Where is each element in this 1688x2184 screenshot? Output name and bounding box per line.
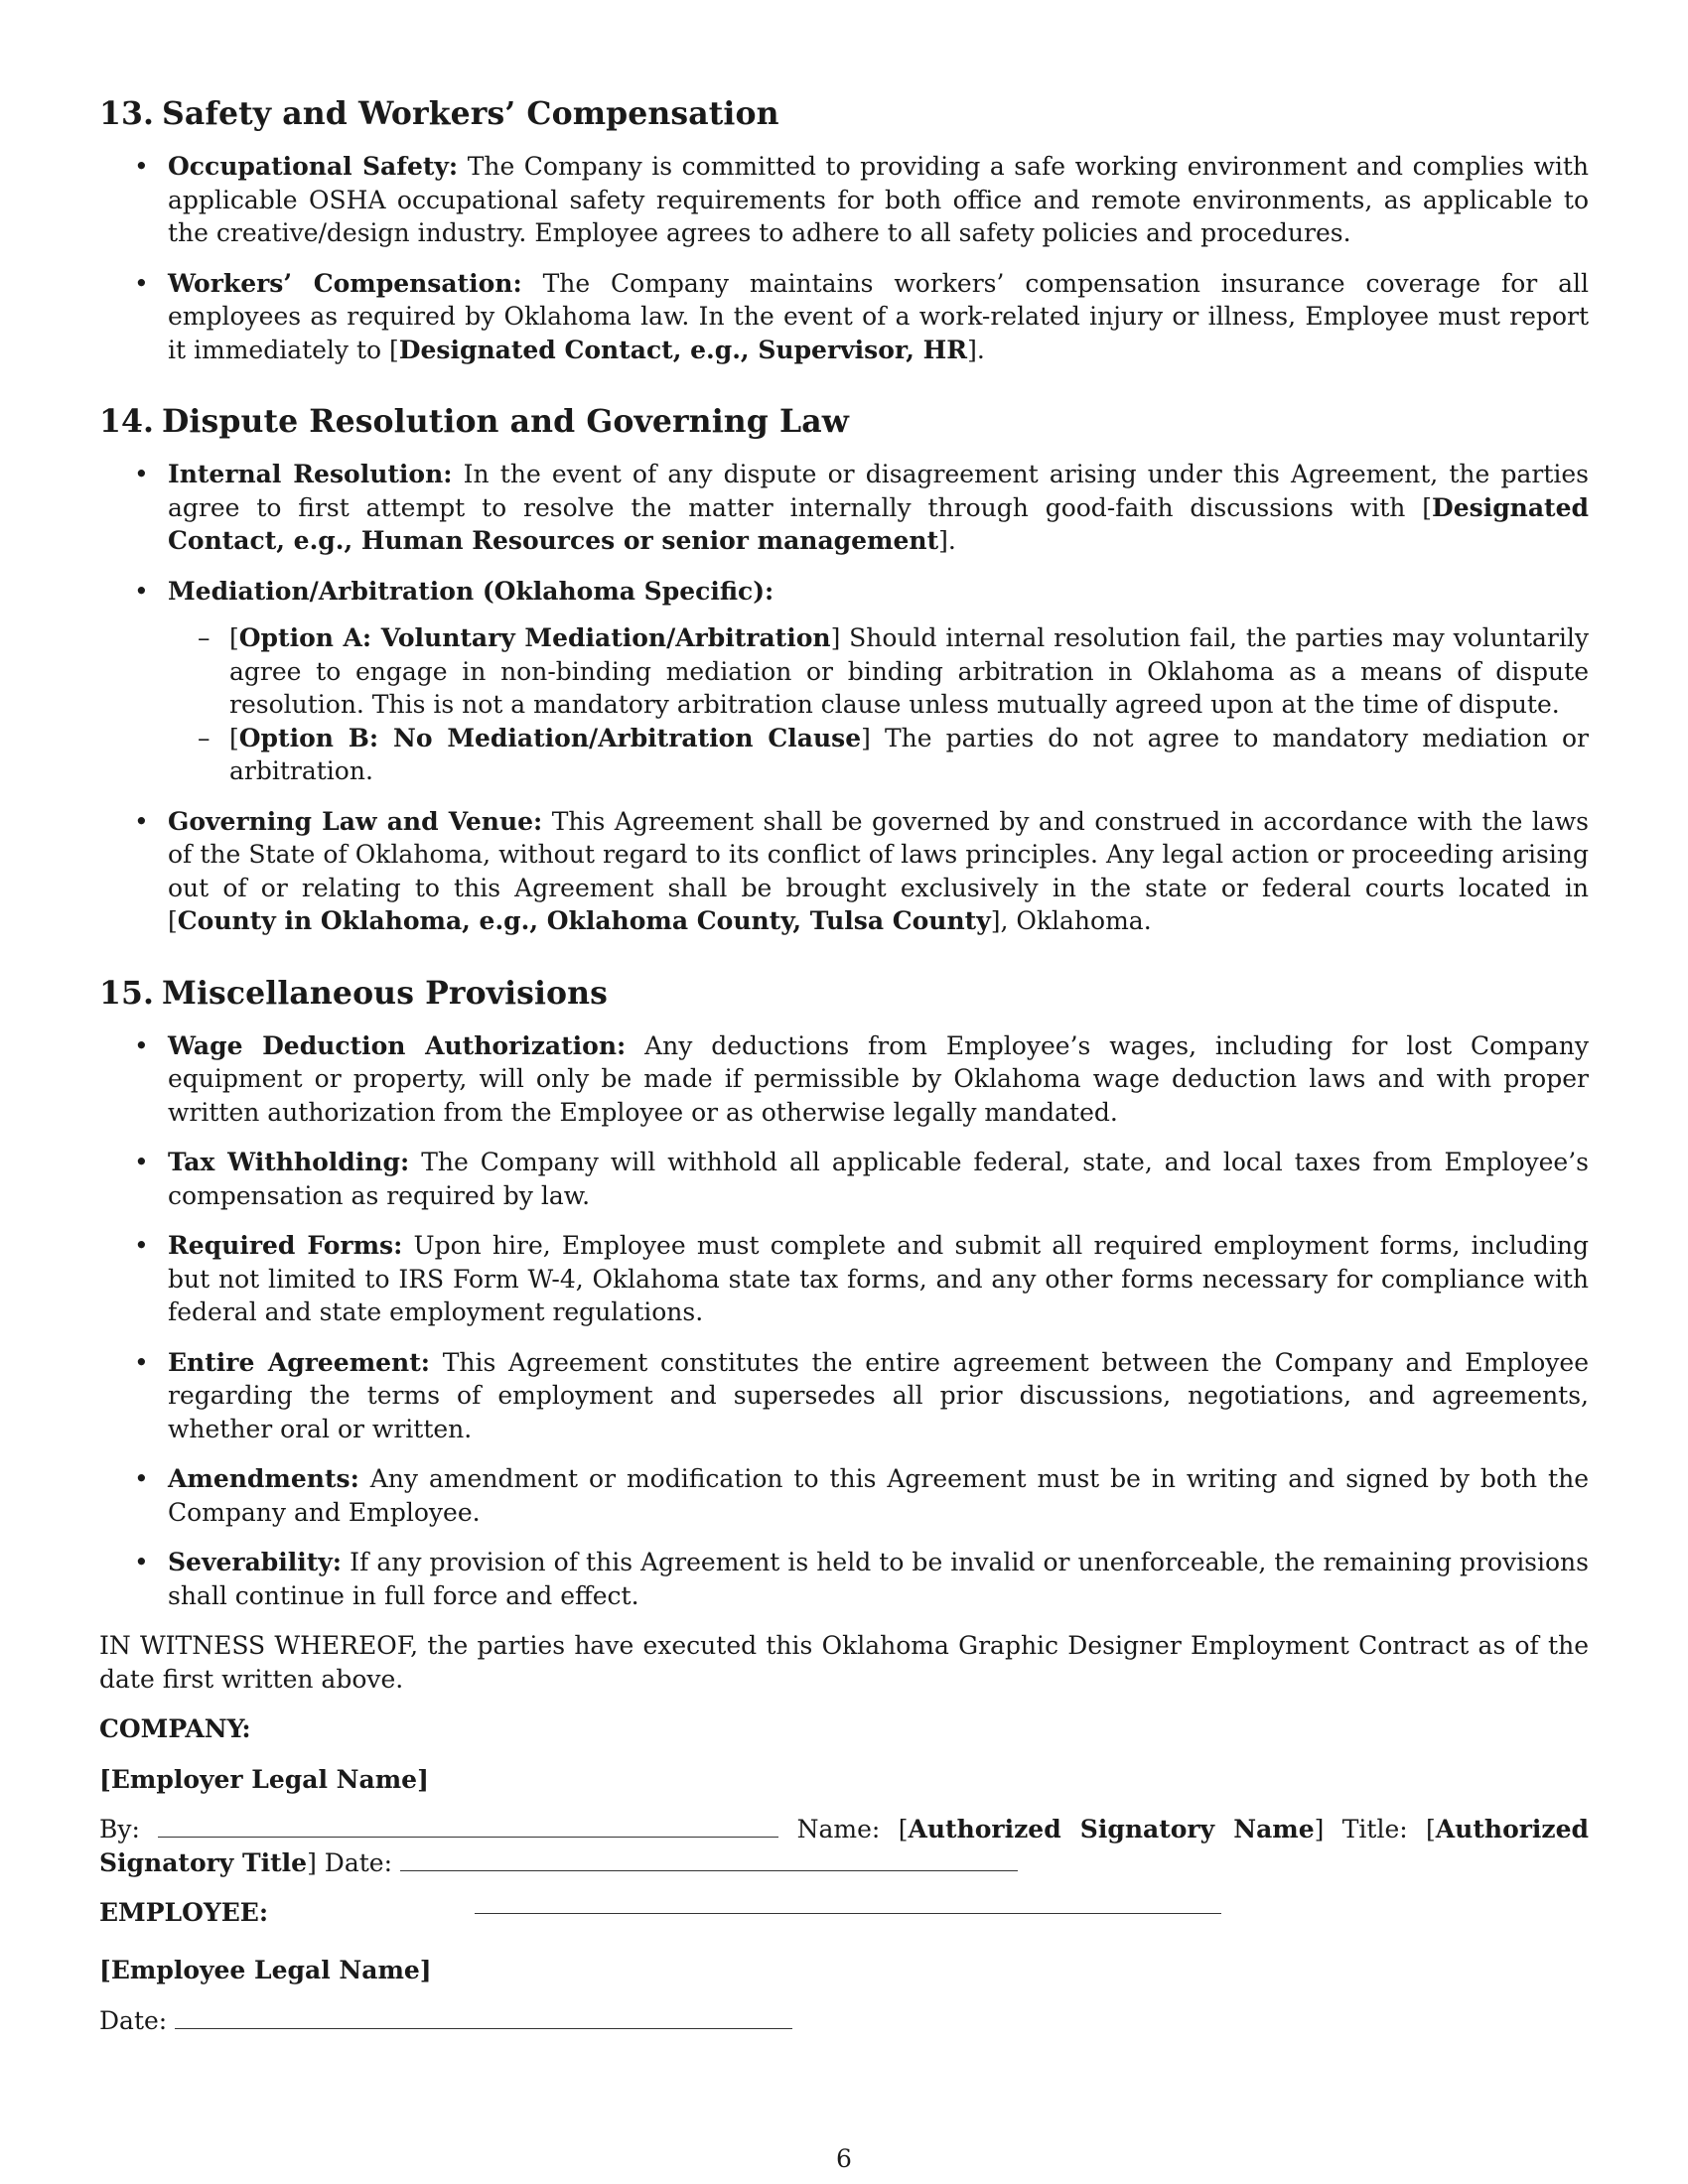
item-text: The Company will withhold all applicable federal, state, and local taxes from Employee’s compensation as required by law. — [168, 1148, 1589, 1210]
page-number: 6 — [836, 2144, 852, 2173]
list-item — [99, 267, 1589, 367]
date-label: ] Date: — [307, 1847, 393, 1877]
list-item — [99, 1462, 1589, 1529]
item-label: Occupational Safety: — [168, 152, 459, 181]
name-label: Name: [ — [796, 1815, 909, 1843]
item-label: Severability: — [168, 1548, 343, 1576]
bracket: [ — [229, 723, 239, 752]
company-name-text: [Employer Legal Name] — [99, 1764, 429, 1794]
signatory-title-placeholder: Authorized Signatory Title — [99, 1815, 1589, 1877]
option-list — [168, 621, 1589, 788]
item-label: Internal Resolution: — [168, 460, 453, 488]
section-number: 13. — [99, 95, 155, 132]
list-item — [99, 1546, 1589, 1612]
item-label: Amendments: — [168, 1464, 359, 1493]
item-label: Entire Agreement: — [168, 1347, 431, 1377]
item-label: Workers’ Compensation: — [168, 268, 522, 298]
list-item — [99, 1029, 1589, 1130]
employee-name-text: [Employee Legal Name] — [99, 1956, 432, 1984]
list-item — [99, 458, 1589, 558]
document-page — [99, 94, 1589, 1947]
employee-date-line[interactable] — [175, 2027, 792, 2029]
item-placeholder: Designated Contact, e.g., Supervisor, HR — [398, 335, 968, 364]
item-text-after: ]. — [938, 526, 956, 555]
item-text: In the event of any dispute or disagreement arising under this Agreement, the parties agree to first attempt to resolve the matter internally through good-faith discussions with [ — [168, 460, 1589, 522]
item-label: Governing Law and Venue: — [168, 806, 543, 836]
item-text: This Agreement constitutes the entire agreement between the Company and Employee regarding the terms of employment and supersedes all prior discussions, negotiations, and agreements, whether oral or written. — [168, 1347, 1590, 1443]
section-14-heading — [99, 402, 1589, 442]
item-text: Upon hire, Employee must complete and submit all required employment forms, including but not limited to IRS Form W-4, Oklahoma state tax forms, and any other forms necessary for compliance with federal and state employment regulations. — [168, 1231, 1589, 1326]
section-13-heading — [99, 94, 1589, 134]
item-label: Wage Deduction Authorization: — [168, 1030, 627, 1060]
section-title: Dispute Resolution and Governing Law — [162, 403, 849, 440]
section-15-heading — [99, 974, 1589, 1014]
section-14-list — [99, 458, 1589, 938]
bracket: [ — [229, 623, 239, 652]
list-item — [99, 1346, 1589, 1446]
option-text: ] The parties do not agree to mandatory mediation or arbitration. — [229, 723, 1589, 785]
list-item — [99, 150, 1589, 250]
section-number: 15. — [99, 974, 155, 1012]
employee-heading-text: EMPLOYEE: — [99, 1898, 269, 1927]
item-text: The Company maintains workers’ compensation insurance coverage for all employees as required by Oklahoma law. In the event of a work-related injury or illness, Employee must report it immediately to [ — [168, 268, 1589, 364]
option-label: Option A: Voluntary Mediation/Arbitration — [238, 623, 831, 652]
company-signature-line[interactable] — [158, 1836, 778, 1838]
company-date-line[interactable] — [400, 1869, 1018, 1871]
company-name — [99, 1763, 1589, 1797]
option-item — [168, 621, 1589, 722]
title-label: ] Title: [ — [1314, 1815, 1436, 1843]
section-number: 14. — [99, 403, 155, 440]
item-label: Required Forms: — [168, 1231, 403, 1260]
employee-date-label: Date: — [99, 2005, 168, 2035]
list-item — [99, 1146, 1589, 1212]
signatory-name-placeholder: Authorized Signatory Name — [908, 1815, 1315, 1843]
item-placeholder: County in Oklahoma, e.g., Oklahoma County, Tulsa County — [177, 906, 991, 935]
item-label: Tax Withholding: — [168, 1148, 410, 1176]
option-label: Option B: No Mediation/Arbitration Clause — [238, 723, 862, 752]
option-item — [168, 722, 1589, 788]
list-item — [99, 575, 1589, 788]
item-text: The Company is committed to providing a safe working environment and complies with applicable OSHA occupational safety requirements for both office and remote environments, as applicable to the creative/design industry. Employee agrees to adhere to all safety policies and procedures. — [168, 152, 1590, 247]
item-text-after: ], Oklahoma. — [990, 906, 1152, 935]
company-heading-text: COMPANY: — [99, 1714, 251, 1743]
witness-paragraph: IN WITNESS WHEREOF, the parties have executed this Oklahoma Graphic Designer Employment Contract as of the date first written above. — [99, 1631, 1589, 1694]
employee-block — [99, 1954, 1589, 2054]
item-text: Any deductions from Employee’s wages, including for lost Company equipment or property, will only be made if permissible by Oklahoma wage deduction laws and with proper written authorization from the Employee or as otherwise legally mandated. — [168, 1030, 1590, 1127]
item-label: Mediation/Arbitration (Oklahoma Specific): — [168, 576, 774, 606]
company-signature-block — [99, 1813, 1589, 1879]
section-13-list — [99, 150, 1589, 366]
item-text: This Agreement shall be governed by and construed in accordance with the laws of the State of Oklahoma, without regard to its conflict of laws principles. Any legal action or proceeding arising out of or relating to this Agreement shall be brought exclusively in the state or federal courts located in [ — [168, 806, 1590, 935]
employee-name — [99, 1954, 1589, 1987]
list-item — [99, 805, 1589, 938]
employee-date — [99, 2004, 1589, 2038]
list-item — [99, 1229, 1589, 1329]
item-text: If any provision of this Agreement is held to be invalid or unenforceable, the remaining provisions shall continue in full force and effect. — [168, 1548, 1589, 1610]
employee-signature-line[interactable] — [475, 1913, 1221, 1914]
item-placeholder: Designated Contact, e.g., Human Resources or senior management — [168, 492, 1589, 555]
item-text-after: ]. — [967, 335, 985, 364]
company-heading — [99, 1712, 1589, 1746]
by-label: By: — [99, 1815, 140, 1843]
option-text: ] Should internal resolution fail, the parties may voluntarily agree to engage in non-binding mediation or binding arbitration in Oklahoma as a means of dispute resolution. This is not a mandatory arbitration clause unless mutually agreed upon at the time of dispute. — [229, 623, 1589, 719]
section-title: Miscellaneous Provisions — [162, 974, 608, 1012]
item-text: Any amendment or modification to this Agreement must be in writing and signed by both the Company and Employee. — [168, 1464, 1589, 1527]
section-15-list — [99, 1029, 1589, 1613]
section-title: Safety and Workers’ Compensation — [162, 95, 779, 132]
